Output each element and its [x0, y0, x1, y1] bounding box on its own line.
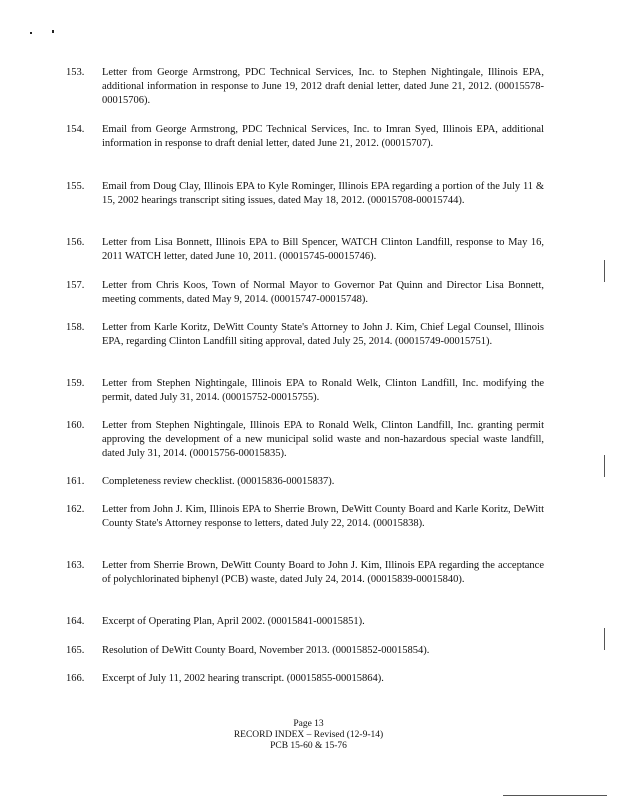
entry-text: Resolution of DeWitt County Board, November 2013. (00015852-00015854). — [102, 645, 430, 656]
entry-text: Letter from George Armstrong, PDC Technical Services, Inc. to Stephen Nightingale, Illinois EPA, additional information in response to June 19, 2012 draft denial letter, dated June 21, 2012. (00015578-00015706). — [102, 67, 544, 106]
record-entry-154 — [66, 123, 544, 151]
entry-text: Letter from Lisa Bonnett, Illinois EPA to Bill Spencer, WATCH Clinton Landfill, response to May 16, 2011 WATCH letter, dated June 10, 2011. (00015745-00015746). — [102, 237, 544, 262]
scan-speck — [52, 30, 54, 33]
entry-number: 165. — [66, 645, 85, 656]
scan-bottom-line — [503, 795, 607, 796]
record-entry-163 — [66, 559, 544, 587]
scan-margin-mark — [604, 628, 605, 650]
record-entry-159 — [66, 377, 544, 405]
entry-text: Excerpt of Operating Plan, April 2002. (00015841-00015851). — [102, 616, 365, 627]
page-number: Page 13 — [293, 719, 324, 729]
entry-text: Letter from Sherrie Brown, DeWitt County Board to John J. Kim, Illinois EPA regarding the acceptance of polychlorinated biphenyl (PCB) waste, dated July 24, 2014. (00015839-00015840). — [102, 560, 544, 585]
record-entry-160 — [66, 419, 544, 461]
entry-text: Email from Doug Clay, Illinois EPA to Kyle Rominger, Illinois EPA regarding a portion of the July 11 & 15, 2002 hearings transcript siting issues, dated May 18, 2012. (00015708-00015744). — [102, 181, 544, 206]
entry-text: Email from George Armstrong, PDC Technical Services, Inc. to Imran Syed, Illinois EPA, additional information in response to draft denial letter, dated June 21, 2012. (00015707). — [102, 124, 544, 149]
entry-text: Letter from Chris Koos, Town of Normal Mayor to Governor Pat Quinn and Director Lisa Bonnett, meeting comments, dated May 9, 2014. (00015747-00015748). — [102, 280, 544, 305]
entry-text: Letter from John J. Kim, Illinois EPA to Sherrie Brown, DeWitt County Board and Karle Koritz, DeWitt County State's Attorney response to letters, dated July 22, 2014. (00015838). — [102, 504, 544, 529]
record-entry-164 — [66, 615, 544, 629]
record-entry-153 — [66, 66, 544, 108]
page-footer — [0, 719, 617, 752]
entry-number: 166. — [66, 673, 85, 684]
record-index-label: RECORD INDEX – Revised (12-9-14) — [233, 730, 384, 740]
entry-number: 162. — [66, 504, 85, 515]
record-entry-155 — [66, 180, 544, 208]
entry-number: 154. — [66, 124, 85, 135]
entry-number: 161. — [66, 476, 85, 487]
entry-number: 157. — [66, 280, 85, 291]
case-number: PCB 15-60 & 15-76 — [270, 741, 347, 751]
entry-text: Letter from Stephen Nightingale, Illinois EPA to Ronald Welk, Clinton Landfill, Inc. modifying the permit, dated July 31, 2014. (00015752-00015755). — [102, 378, 544, 403]
entry-number: 155. — [66, 181, 85, 192]
entry-text: Excerpt of July 11, 2002 hearing transcript. (00015855-00015864). — [102, 673, 384, 684]
record-entry-165 — [66, 644, 544, 658]
record-entry-157 — [66, 279, 544, 307]
record-entry-158 — [66, 321, 544, 349]
entry-text: Completeness review checklist. (00015836-00015837). — [102, 476, 335, 487]
scan-margin-mark — [604, 260, 605, 282]
entry-number: 153. — [66, 67, 85, 78]
entry-number: 163. — [66, 560, 85, 571]
entry-number: 160. — [66, 420, 85, 431]
entry-text: Letter from Stephen Nightingale, Illinois EPA to Ronald Welk, Clinton Landfill, Inc. granting permit approving the development of a new municipal solid waste and non-hazardous special waste landfill, dated July 31, 2014. (00015756-00015835). — [102, 420, 544, 459]
entry-number: 159. — [66, 378, 85, 389]
scan-speck — [30, 32, 32, 34]
record-entry-156 — [66, 236, 544, 264]
entry-number: 164. — [66, 616, 85, 627]
entry-number: 158. — [66, 322, 85, 333]
record-entry-161 — [66, 475, 544, 489]
scan-margin-mark — [604, 455, 605, 477]
record-entry-166 — [66, 672, 544, 686]
record-entry-162 — [66, 503, 544, 531]
entry-text: Letter from Karle Koritz, DeWitt County State's Attorney to John J. Kim, Chief Legal Counsel, Illinois EPA, regarding Clinton Landfill siting approval, dated July 25, 2014. (00015749-00015751). — [102, 322, 544, 347]
entry-number: 156. — [66, 237, 85, 248]
